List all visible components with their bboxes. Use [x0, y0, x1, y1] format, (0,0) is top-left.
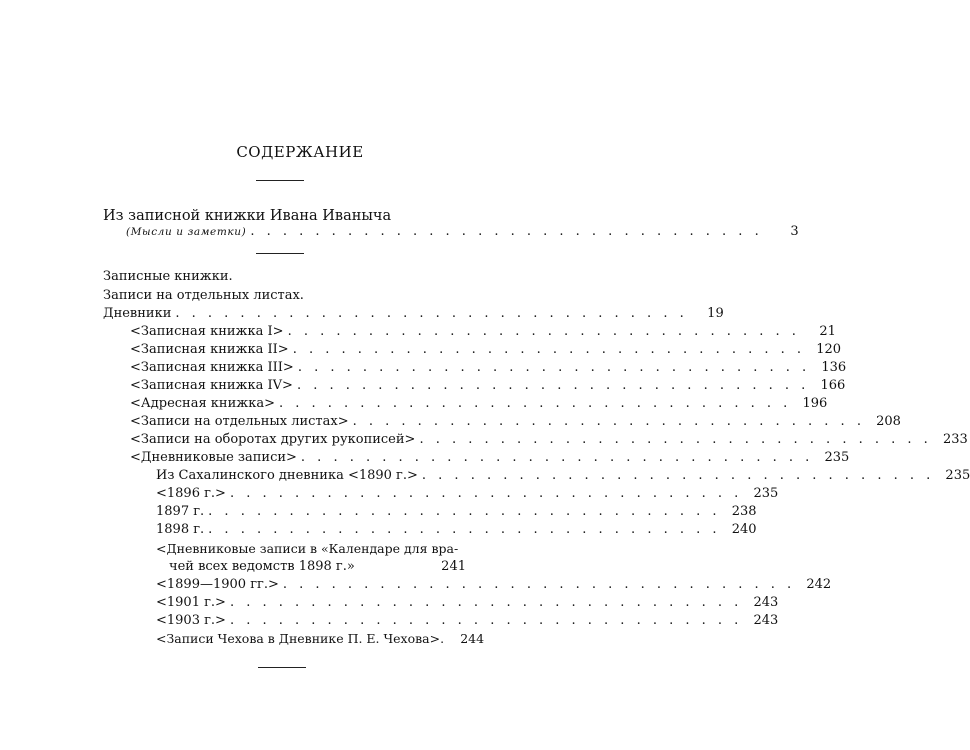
entry-label: <Записная книжка I> — [130, 324, 284, 339]
entry-label: <1899—1900 гг.> — [156, 577, 279, 592]
page-title: СОДЕРЖАНИЕ — [236, 143, 364, 161]
entry-page: 120 — [816, 342, 842, 357]
entry-page: 240 — [731, 522, 757, 537]
divider-rule — [258, 667, 306, 668]
entry-page: 235 — [824, 450, 850, 465]
entry-page: 243 — [753, 613, 779, 628]
toc-entry[interactable] — [130, 413, 901, 431]
entry-page: 238 — [731, 504, 757, 519]
leader-dots: . . . . . . . . . . . . . . . . . . . . . . . . . . . . . . . . — [292, 342, 806, 357]
toc-entry[interactable] — [156, 485, 779, 503]
leader-dots: . . . . . . . . . . . . . . . . . . . . . . . . . . . . . . . . — [287, 324, 800, 339]
leader-dots: . . . . . . . . . . . . . . . . . . . . . . . . . . . . . . . . — [250, 224, 763, 239]
entry-page: 243 — [753, 595, 779, 610]
entry-page: 21 — [819, 324, 836, 339]
entry-label: <1901 г.> — [156, 595, 226, 610]
entry-label: <1903 г.> — [156, 613, 226, 628]
entry-label: чей всех ведомств 1898 г.» — [169, 559, 355, 574]
toc-entry-subtitle — [126, 223, 799, 241]
entry-label: <1896 г.> — [156, 486, 226, 501]
leader-dots: . . . . . . . . . . . . . . . . . . . . . . . . . . . . . . . . — [296, 378, 810, 393]
toc-entry[interactable] — [130, 377, 846, 395]
toc-entry-line[interactable]: <Дневниковые записи в «Календаре для вра- — [156, 541, 459, 556]
divider-rule — [256, 180, 304, 181]
entry-label: 1898 г. — [156, 522, 205, 537]
divider-rule — [256, 253, 304, 254]
entry-page: 166 — [820, 378, 846, 393]
leader-dots: . . . . . . . . . . . . . . . . . . . . . . . . . . . . . . . . — [229, 486, 743, 501]
entry-page: 241 — [441, 559, 466, 574]
entry-label: <Записная книжка II> — [130, 342, 289, 357]
leader-dots: . . . . . . . . . . . . . . . . . . . . . . . . . . . . . . . . — [208, 522, 721, 537]
heading-zapisnye-knizhki: Записные книжки. — [103, 269, 233, 284]
entry-label: <Записи Чехова в Дневнике П. Е. Чехова>. — [156, 631, 445, 646]
leader-dots: . . . . . . . . . . . . . . . . . . . . . . . . . . . . . . . . — [175, 306, 688, 321]
toc-entry[interactable] — [156, 594, 779, 612]
toc-entry[interactable] — [130, 341, 842, 359]
entry-page: 235 — [753, 486, 779, 501]
entry-label: <Записная книжка IV> — [130, 378, 293, 393]
toc-entry[interactable] — [156, 630, 485, 648]
entry-label: <Записная книжка III> — [130, 360, 294, 375]
toc-entry[interactable] — [103, 305, 724, 323]
entry-label: <Записи на отдельных листах> — [130, 414, 349, 429]
toc-entry[interactable] — [130, 431, 968, 449]
leader-dots: . . . . . . . . . . . . . . . . . . . . . . . . . . . . . . . . — [229, 613, 743, 628]
toc-entry[interactable] — [130, 449, 850, 467]
entry-page: 19 — [707, 306, 724, 321]
toc-entry[interactable] — [156, 503, 757, 521]
toc-entry[interactable] — [156, 521, 757, 539]
entry-label: 1897 г. — [156, 504, 205, 519]
leader-dots: . . . . . . . . . . . . . . . . . . . . . . . . . . . . . . . . — [229, 595, 743, 610]
toc-entry[interactable] — [156, 467, 970, 485]
entry-page: 244 — [460, 631, 485, 646]
entry-label: <Адресная книжка> — [130, 396, 275, 411]
entry-page: 3 — [790, 224, 799, 239]
entry-label: <Записи на оборотах других рукописей> — [130, 432, 416, 447]
entry-page: 136 — [821, 360, 847, 375]
leader-dots: . . . . . . . . . . . . . . . . . . . . . . . . . . . . . . . . — [421, 468, 935, 483]
entry-page: 235 — [945, 468, 970, 483]
leader-dots: . . . . . . . . . . . . . . . . . . . . . . . . . . . . . . . . — [300, 450, 814, 465]
leader-dots: . . . . . . . . . . . . . . . . . . . . . . . . . . . . . . . . — [352, 414, 865, 429]
entry-page: 208 — [876, 414, 901, 429]
leader-dots: . . . . . . . . . . . . . . . . . . . . . . . . . . . . . . . . — [419, 432, 932, 447]
entry-page: 196 — [802, 396, 828, 411]
leader-dots: . . . . . . . . . . . . . . . . . . . . . . . . . . . . . . . . — [278, 396, 792, 411]
leader-dots: . . . . . . . . . . . . . . . . . . . . . . . . . . . . . . . . — [282, 577, 796, 592]
toc-entry[interactable] — [130, 323, 836, 341]
entry-label: <Дневниковые записи> — [130, 450, 297, 465]
entry-page: 242 — [806, 577, 832, 592]
entry-label: Дневники — [103, 306, 172, 321]
heading-zapisi-listy: Записи на отдельных листах. — [103, 288, 304, 303]
entry-label: Из записной книжки Ивана Иваныча — [103, 208, 392, 224]
entry-label: Из Сахалинского дневника <1890 г.> — [156, 468, 418, 483]
leader-dots: . . . . . . . . . . . . . . . . . . . . . . . . . . . . . . . . — [208, 504, 721, 519]
toc-entry[interactable] — [156, 612, 779, 630]
toc-entry[interactable] — [169, 558, 466, 576]
entry-subtitle: (Мысли и заметки) — [126, 226, 247, 238]
leader-dots: . . . . . . . . . . . . . . . . . . . . . . . . . . . . . . . . — [297, 360, 811, 375]
toc-entry[interactable] — [130, 359, 847, 377]
toc-entry[interactable] — [130, 395, 828, 413]
entry-page: 233 — [942, 432, 968, 447]
toc-entry[interactable] — [156, 576, 832, 594]
